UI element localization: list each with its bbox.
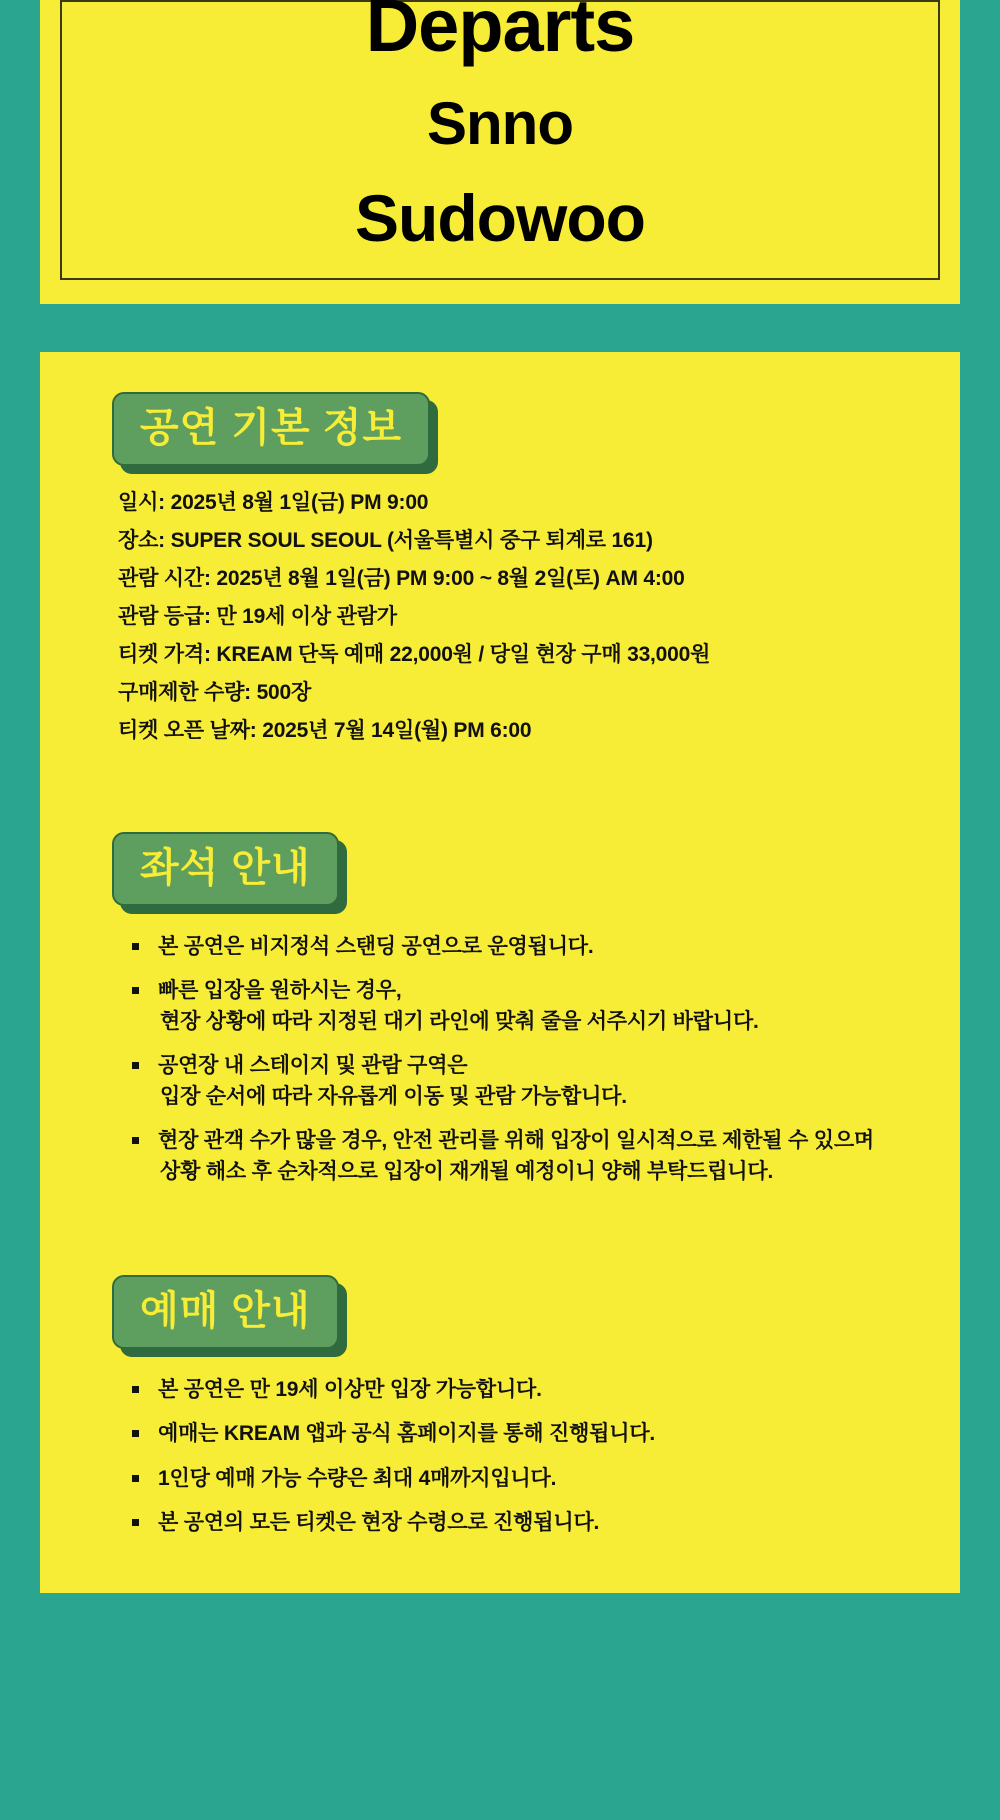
list-item — [132, 976, 924, 1051]
bullet-line-2: 입장 순서에 따라 자유롭게 이동 및 관람 가능합니다. — [160, 1084, 627, 1108]
list-item: 티켓 오픈 날짜: 2025년 7월 14일(월) PM 6:00 — [118, 718, 532, 742]
bullet-line-2: 현장 상황에 따라 지정된 대기 라인에 맞춰 줄을 서주시기 바랍니다. — [160, 1009, 759, 1033]
hero-title-line-1: Departs — [365, 0, 635, 67]
bullet-line-1: 현장 관객 수가 많을 경우, 안전 관리를 위해 입장이 일시적으로 제한될 수 있으며 — [158, 1129, 874, 1153]
section-heading-booking — [112, 1275, 339, 1349]
bullet-line-1: 본 공연은 비지정석 스탠딩 공연으로 운영됩니다. — [158, 934, 594, 958]
bullet-line-1: 본 공연의 모든 티켓은 현장 수령으로 진행됩니다. — [158, 1511, 600, 1535]
hero-title-line-3: Sudowoo — [355, 180, 645, 255]
bullet-line-1: 1인당 예매 가능 수량은 최대 4매까지입니다. — [158, 1466, 557, 1490]
bullet-line-2: 상황 해소 후 순차적으로 입장이 재개될 예정이니 양해 부탁드립니다. — [160, 1159, 774, 1183]
section-heading-label: 공연 기본 정보 — [112, 392, 430, 466]
bullet-line-1: 예매는 KREAM 앱과 공식 홈페이지를 통해 진행됩니다. — [158, 1422, 656, 1446]
seating-bullet-list — [132, 932, 924, 1201]
bullet-line-1: 빠른 입장을 원하시는 경우, — [158, 979, 402, 1003]
list-item: 일시: 2025년 8월 1일(금) PM 9:00 — [118, 490, 429, 514]
list-item: 구매제한 수량: 500장 — [118, 680, 312, 704]
list-item: 관람 등급: 만 19세 이상 관람가 — [118, 604, 397, 628]
basic-info-list — [118, 492, 924, 758]
list-item — [132, 1375, 924, 1419]
hero-title-panel — [40, 0, 960, 304]
list-item — [132, 1051, 924, 1126]
list-item: 티켓 가격: KREAM 단독 예매 22,000원 / 당일 현장 구매 33,000원 — [118, 642, 711, 666]
section-heading-seating — [112, 832, 339, 906]
list-item — [132, 932, 924, 976]
list-item: 관람 시간: 2025년 8월 1일(금) PM 9:00 ~ 8월 2일(토) AM 4:00 — [118, 566, 685, 590]
list-item — [132, 1126, 924, 1201]
section-heading-label: 좌석 안내 — [112, 832, 339, 906]
bullet-line-1: 공연장 내 스테이지 및 관람 구역은 — [158, 1054, 468, 1078]
list-item: 장소: SUPER SOUL SEOUL (서울특별시 중구 퇴계로 161) — [118, 528, 653, 552]
list-item — [132, 1508, 924, 1552]
list-item — [132, 1419, 924, 1463]
booking-bullet-list — [132, 1375, 924, 1553]
list-item — [132, 1464, 924, 1508]
hero-title-line-2: Snno — [427, 90, 573, 158]
hero-title-frame — [60, 0, 940, 280]
info-panel — [40, 352, 960, 1593]
bullet-line-1: 본 공연은 만 19세 이상만 입장 가능합니다. — [158, 1378, 542, 1402]
section-heading-basic-info — [112, 392, 430, 466]
section-heading-label: 예매 안내 — [112, 1275, 339, 1349]
